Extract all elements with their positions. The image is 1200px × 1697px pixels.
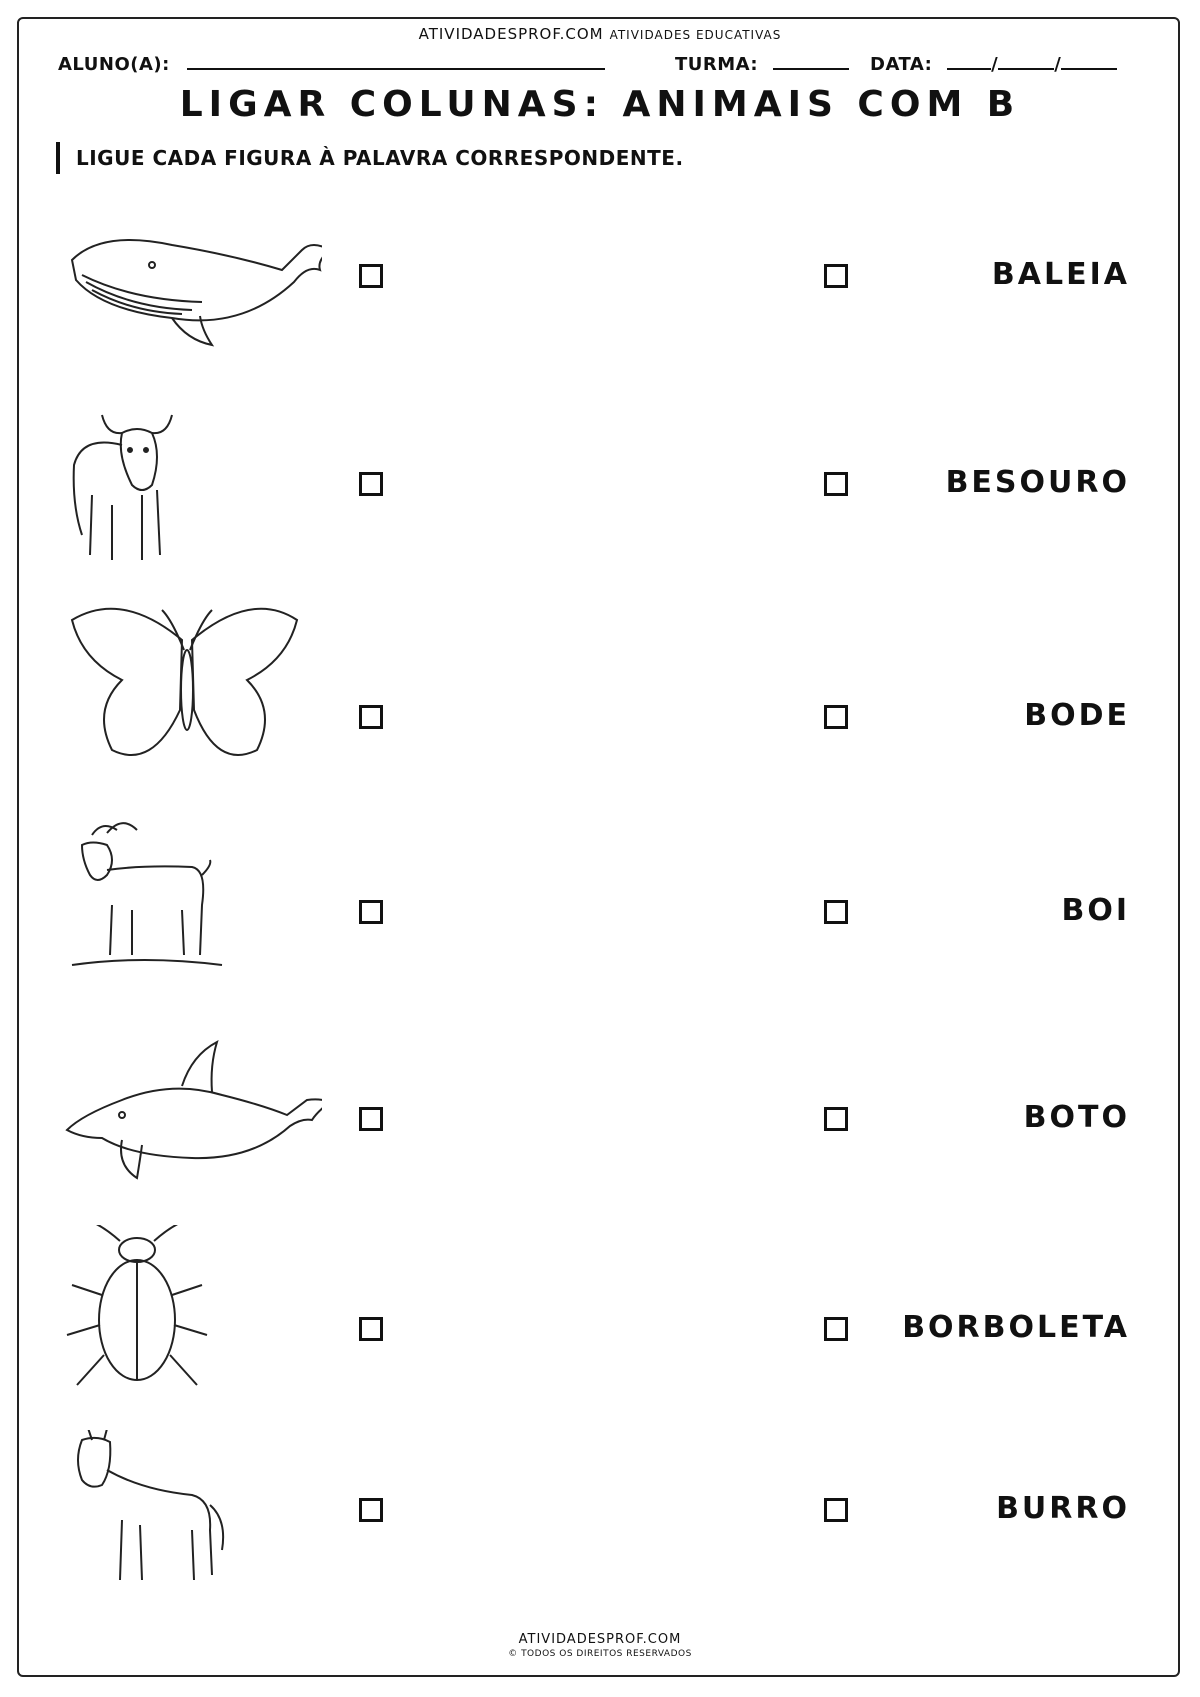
aluno-line[interactable] [187,52,605,70]
word-label: BALEIA [991,257,1130,292]
word-label: BOTO [1023,1100,1130,1135]
right-checkbox[interactable] [824,472,848,496]
match-row [0,1430,1200,1610]
match-row [0,600,1200,780]
instruction: LIGUE CADA FIGURA À PALAVRA CORRESPONDENTE. [56,142,684,174]
data-label: DATA: [870,54,933,75]
match-row [0,815,1200,995]
left-checkbox[interactable] [359,1317,383,1341]
left-checkbox[interactable] [359,1498,383,1522]
data-year-line[interactable] [1061,52,1117,70]
site-subtitle: ATIVIDADES EDUCATIVAS [609,28,782,42]
turma-line[interactable] [773,52,849,70]
word-label: BODE [1024,698,1130,733]
footer-rights: © TODOS OS DIREITOS RESERVADOS [508,1649,692,1659]
right-checkbox[interactable] [824,1107,848,1131]
left-checkbox[interactable] [359,264,383,288]
turma-label: TURMA: [675,54,759,75]
donkey-illustration [62,1430,322,1610]
date-separator: / [991,54,999,75]
turma-field[interactable] [675,52,849,75]
match-row [0,395,1200,575]
right-checkbox[interactable] [824,1317,848,1341]
match-row [0,190,1200,370]
site-name: ATIVIDADESPROF.COM [418,25,604,43]
footer-site: ATIVIDADESPROF.COM [518,1632,682,1647]
right-checkbox[interactable] [824,900,848,924]
word-label: BESOURO [945,465,1130,500]
ox-illustration [62,395,322,575]
left-checkbox[interactable] [359,900,383,924]
left-checkbox[interactable] [359,1107,383,1131]
data-day-line[interactable] [947,52,991,70]
student-fields [58,52,1148,76]
data-month-line[interactable] [998,52,1054,70]
page-title: LIGAR COLUNAS: ANIMAIS COM B [179,84,1021,125]
data-field[interactable] [870,52,1117,75]
right-checkbox[interactable] [824,264,848,288]
dolphin-illustration [62,1020,322,1200]
match-row [0,1020,1200,1200]
footer [0,1632,1200,1659]
goat-illustration [62,815,322,995]
right-checkbox[interactable] [824,705,848,729]
site-header [0,25,1200,43]
word-label: BORBOLETA [902,1310,1130,1345]
left-checkbox[interactable] [359,705,383,729]
date-separator: / [1054,54,1062,75]
word-label: BURRO [996,1491,1130,1526]
whale-illustration [62,190,322,370]
butterfly-illustration [62,600,322,780]
word-label: BOI [1061,893,1130,928]
left-checkbox[interactable] [359,472,383,496]
aluno-field[interactable] [58,52,605,75]
beetle-illustration [62,1225,322,1405]
right-checkbox[interactable] [824,1498,848,1522]
aluno-label: ALUNO(A): [58,54,170,75]
match-row [0,1225,1200,1405]
